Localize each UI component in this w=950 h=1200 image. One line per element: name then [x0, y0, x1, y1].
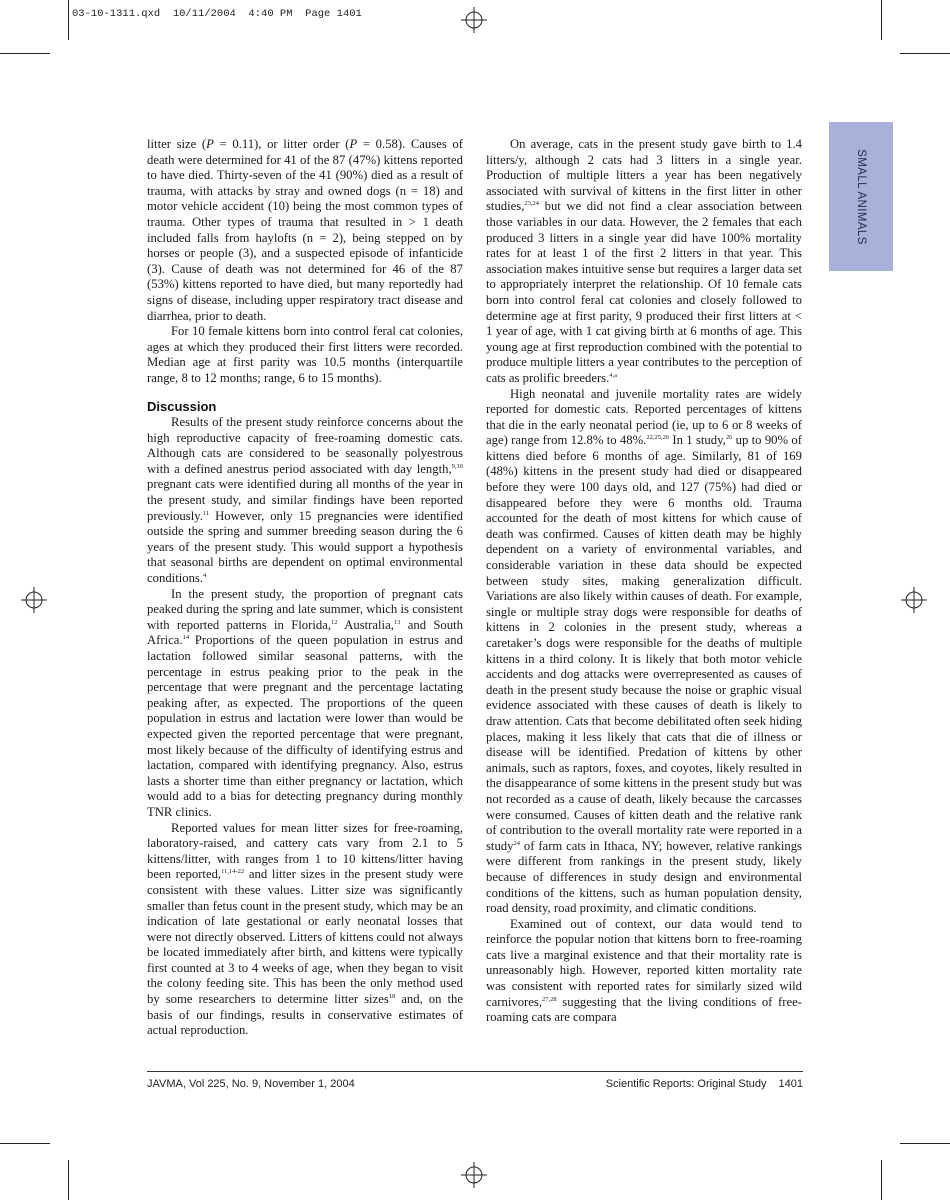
section-tab: [829, 122, 893, 271]
paragraph: High neonatal and juvenile mortality rates are widely reported for domestic cats. Reported percentages of kittens that die in the early neonatal period (ie, up to 6 or 8 weeks of age) range from 12.8% to 48%.$^{22,25,26}$ In 1 study,$^{26}$ up to 90% of kittens died before 6 months of age. Similarly, 81 of 169 (48%) kittens in the present study had died or disappeared before they were 100 days old, and 127 (75%) had died or disappeared before they were 6 months old. Trauma accounted for the death of most kittens for which cause of death was confirmed. Causes of kitten death may be highly dependent on a variety of environmental variables, and considerable variation in these data should be expected between study sites, making generalization difficult. Variations are also likely within causes of death. For example, single or multiple stray dogs were responsible for deaths of kittens in 2 colonies in the present study, whereas a caretaker’s dogs were responsible for the deaths of multiple kittens in a third colony. It is likely that both motor vehicle accidents and dog attacks were overrepresented as causes of death in the present study because the noise or graphic visual evidence associated with these causes of death is likely to draw attention. Cats that become debilitated often seek hiding places, making it less likely that cats that die of illness or disease will be identified. Predation of kittens by other animals, such as raptors, foxes, and coyotes, likely resulted in the disappearance of some kittens in the present study but was not recorded as a cause of death, likely because the carcasses were consumed. Causes of kitten death and the relative rank of contribution to the overall mortality rate were reported in a study$^{24}$ of farm cats in Ithaca, NY; however, relative rankings were different from rankings in the present study, likely because of differences in study design and environmental conditions of the kittens, such as human population density, road density, road proximity, and climatic conditions.: [486, 386, 802, 916]
citation: 12: [331, 618, 338, 626]
citation: 24: [513, 839, 520, 847]
footer-rule: [147, 1071, 803, 1072]
slug-line: 03-10-1311.qxd 10/11/2004 4:40 PM Page 1401: [72, 8, 362, 20]
paragraph: In the present study, the proportion of pregnant cats peaked during the spring and late summer, which is consistent with reported patterns in Florida,$^{12}$ Australia,$^{13}$ and South Africa.$^{14}$ Proportions of the queen population in estrus and lactation followed similar seasonal patterns, with the percentage in estrus peaking prior to the peak in the percentage that were pregnant and the percentage lactating peaking after, as expected. The proportions of the queen population in estrus and lactation were lower than would be expected given the reported percentage that were pregnant, most likely because of the difficulty of identifying estrus and lactation, compared with identifying pregnancy. Also, estrus lasts a shorter time than either pregnancy or lactation, which would add to a bias for detecting pregnancy during monthly TNR clinics.: [147, 586, 463, 819]
citation: 11,14-22: [221, 868, 245, 876]
citation: 18: [388, 993, 396, 1001]
citation: 4,a: [609, 371, 618, 379]
registration-mark-icon: [901, 587, 927, 613]
citation: 23,24: [524, 200, 540, 208]
right-column: [486, 137, 802, 1026]
left-column: [147, 137, 463, 1039]
crop-mark: [68, 1160, 69, 1200]
citation: 26: [725, 434, 733, 442]
footer-section-label: Scientific Reports: Original Study: [605, 1078, 767, 1090]
paragraph: Reported values for mean litter sizes for free-roaming, laboratory-raised, and cattery cats vary from 2.1 to 5 kittens/litter, with ranges from 1 to 10 kittens/litter having been reported,$^{11,14-22}$ and litter sizes in the present study were consistent with these values. Litter size was significantly smaller than fetus count in the present study, which may be an indication of late gestational or early neonatal losses that were not directly observed. Litters of kittens could not always be located immediately after birth, and kittens were typically first counted at 3 to 4 weeks of age, when they began to visit the colony feeding site. This has been the only method used by some researchers to determine litter sizes$^{18}$ and, on the basis of our findings, results in conservative estimates of actual reproduction.: [147, 820, 464, 1038]
registration-mark-icon: [461, 7, 487, 33]
crop-mark: [0, 53, 50, 54]
crop-mark: [881, 0, 882, 40]
citation: 22,25,26: [646, 434, 670, 442]
citation: 9,10: [451, 462, 463, 470]
paragraph: Results of the present study reinforce concerns about the high reproductive capacity of free-roaming domestic cats. Although cats are considered to be seasonally polyestrous with a defined anestrus period associated with day length,$^{9,10}$ pregnant cats were identified during all months of the year in the present study, and similar findings have been reported previously.$^{11}$ However, only 15 pregnancies were identified outside the spring and summer breeding season during the 6 years of the present study. This would support a hypothesis that seasonal births are dependent on optimal environmental conditions.$^4$: [147, 415, 463, 586]
footer-journal-citation: JAVMA, Vol 225, No. 9, November 1, 2004: [147, 1078, 355, 1090]
citation: 13: [393, 618, 401, 626]
citation: 4: [203, 572, 207, 580]
section-tab-label: SMALL ANIMALS: [855, 148, 867, 245]
section-heading: Discussion: [147, 398, 217, 414]
citation: 14: [182, 634, 190, 642]
crop-mark: [0, 1143, 50, 1144]
paragraph: For 10 female kittens born into control feral cat colonies, ages at which they produced their first litters were recorded. Median age at first parity was 10.5 months (interquartile range, 8 to 12 months; range, 6 to 15 months).: [147, 324, 463, 385]
page-number: 1401: [778, 1078, 803, 1090]
paragraph: On average, cats in the present study gave birth to 1.4 litters/y, although 2 cats had 3 litters in a single year. Production of multiple litters a year has been negatively associated with survival of kittens in the first litter in other studies,$^{23,24}$ but we did not find a clear association between those variables in our data. However, the 2 females that each produced 3 litters in a single year did have 100% mortality rates for at least 1 of the first 2 litters in that year. This association makes intuitive sense but requires a larger data set to appropriately interpret the relationship. Of 10 female cats born into control feral cat colonies and closely followed to determine age at first parity, 9 produced their first litters at < 1 year of age, with 1 cat giving birth at 6 months of age. This young age at first reproduction combined with the potential to produce multiple litters a year contributes to the perception of cats as prolific breeders.$^{4,a}$: [486, 137, 802, 385]
registration-mark-icon: [461, 1162, 487, 1188]
crop-mark: [900, 1143, 950, 1144]
registration-mark-icon: [21, 587, 47, 613]
crop-mark: [68, 0, 69, 40]
paragraph: Examined out of context, our data would tend to reinforce the popular notion that kittens born to free-roaming cats live a marginal existence and that their mortality rate is unreasonably high. However, reported kitten mortality rate was consistent with reported rates for similarly sized wild carnivores,$^{27,28}$ suggesting that the living conditions of free-roaming cats are compara: [486, 916, 802, 1025]
footer-section: [606, 1078, 803, 1090]
citation: 27,28: [542, 995, 557, 1003]
crop-mark: [900, 53, 950, 54]
paragraph: litter size (P = 0.11), or litter order (P = 0.58). Causes of death were determined for 41 of the 87 (47%) kittens reported to have died. Thirty-seven of the 41 (90%) died as a result of trauma, with attacks by stray and owned dogs (n = 18) and motor vehicle accident (10) being the most common types of trauma. Other types of trauma that resulted in > 1 death included falls from haylofts (n = 2), being stepped on by horses or people (3), and a suspected episode of infanticide (3). Cause of death was not determined for 46 of the 87 (53%) kittens reported to have died, but many reportedly had signs of disease, including upper respiratory tract disease and diarrhea, prior to death.: [147, 137, 463, 323]
citation: 11: [202, 509, 210, 517]
crop-mark: [881, 1160, 882, 1200]
